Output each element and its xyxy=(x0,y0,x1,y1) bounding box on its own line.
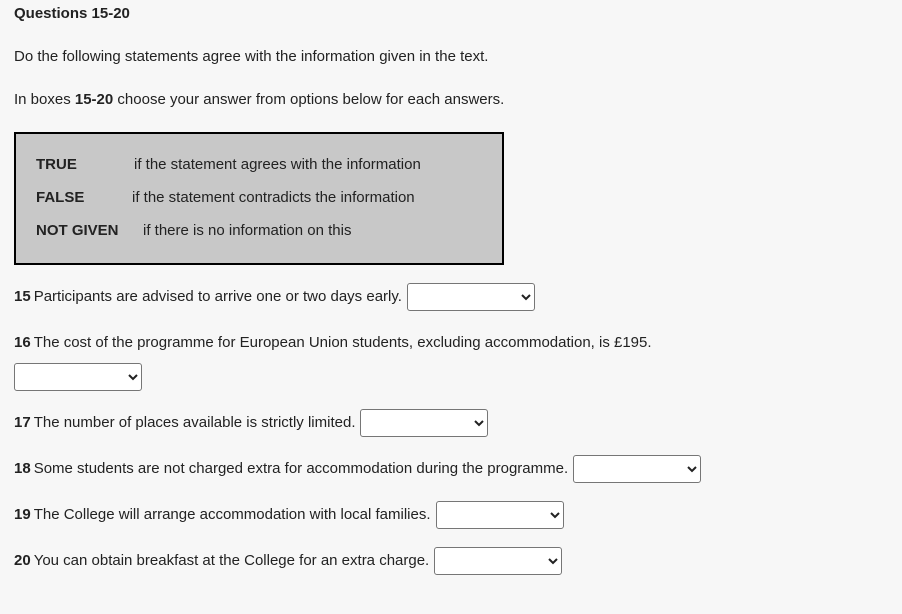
question-text-15: Participants are advised to arrive one or two days early. xyxy=(33,288,402,305)
question-text-19: The College will arrange accommodation with local families. xyxy=(33,506,431,524)
question-number-15: 15 xyxy=(14,288,31,305)
answer-options-legend xyxy=(14,132,504,265)
answer-select-18[interactable] xyxy=(573,455,701,483)
instruction-line-2-suffix: choose your answer from options below for each answers. xyxy=(113,91,505,108)
question-number-19: 19 xyxy=(14,506,31,524)
question-number-17: 17 xyxy=(14,414,31,432)
instruction-line-2 xyxy=(14,67,888,110)
answer-select-15[interactable] xyxy=(407,283,535,311)
legend-label-true: TRUE xyxy=(36,156,77,173)
legend-description-true: if the statement agrees with the information xyxy=(134,156,421,173)
question-text-20: You can obtain breakfast at the College for an extra charge. xyxy=(33,552,430,570)
answer-select-17[interactable] xyxy=(360,409,488,437)
legend-row-true xyxy=(36,148,482,181)
question-row-20 xyxy=(14,529,888,575)
legend-row-false xyxy=(36,181,482,214)
legend-label-false: FALSE xyxy=(36,189,85,206)
question-row-16 xyxy=(14,311,888,391)
page-title: Questions 15-20 xyxy=(14,5,130,22)
legend-row-not-given xyxy=(36,214,482,247)
answer-select-19[interactable] xyxy=(436,501,564,529)
legend-description-not-given: if there is no information on this xyxy=(143,222,352,239)
question-row-17 xyxy=(14,391,888,437)
answer-select-20[interactable] xyxy=(434,547,562,575)
legend-description-false: if the statement contradicts the information xyxy=(132,189,415,206)
question-number-20: 20 xyxy=(14,552,31,570)
question-row-15 xyxy=(14,265,888,311)
instruction-line-2-range: 15-20 xyxy=(74,91,114,108)
question-number-16: 16 xyxy=(14,334,31,352)
question-text-17: The number of places available is strictly limited. xyxy=(33,414,356,432)
answer-select-16-wrap xyxy=(14,357,888,391)
question-row-18 xyxy=(14,437,888,483)
question-text-16: The cost of the programme for European Union students, excluding accommodation, is £195. xyxy=(33,334,652,352)
question-row-19 xyxy=(14,483,888,529)
answer-select-16[interactable] xyxy=(14,363,142,391)
instruction-line-1: Do the following statements agree with the information given in the text. xyxy=(14,48,489,65)
instruction-line-2-prefix: In boxes xyxy=(14,91,75,108)
legend-label-not-given: NOT GIVEN xyxy=(36,222,119,239)
question-number-18: 18 xyxy=(14,460,31,478)
question-text-18: Some students are not charged extra for accommodation during the programme. xyxy=(33,460,569,478)
